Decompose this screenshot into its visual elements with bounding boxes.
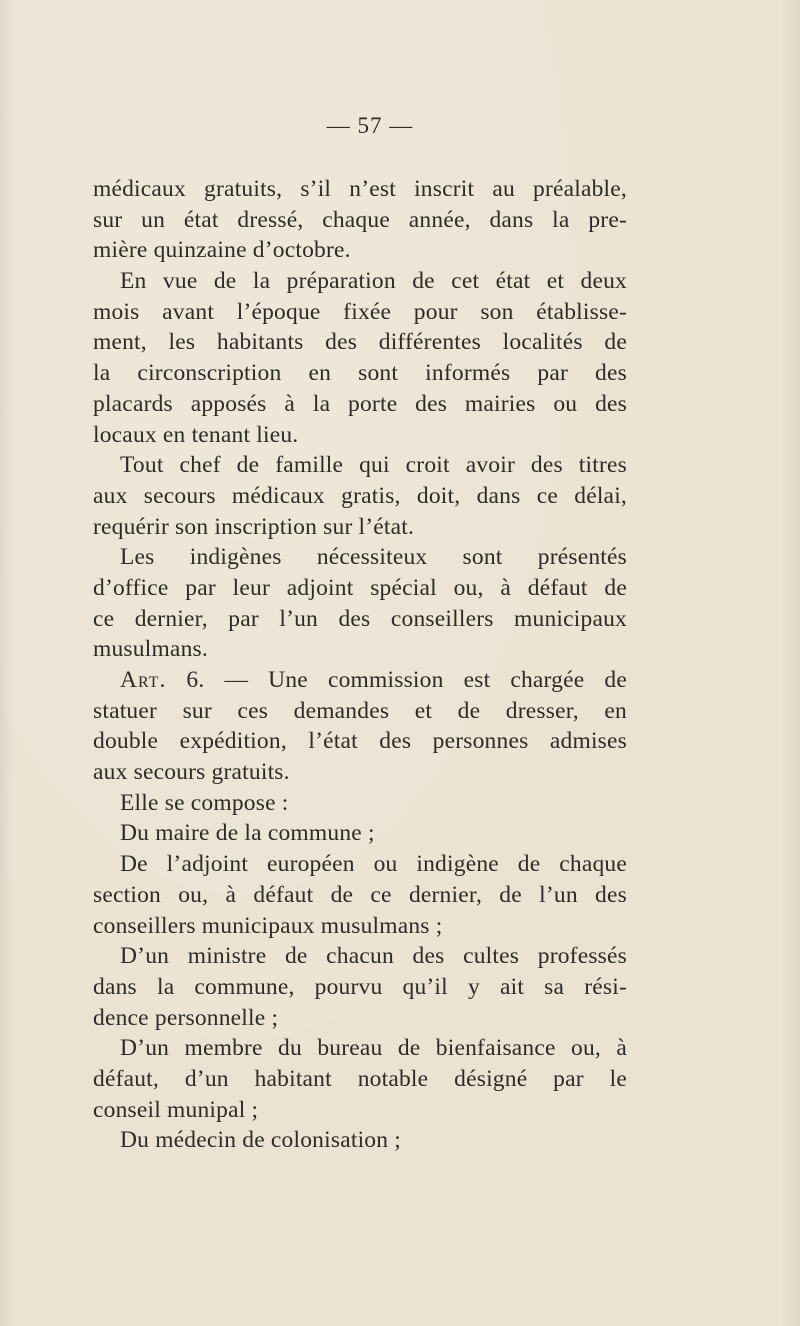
text-line: ment, les habitants des différentes localités de bbox=[93, 329, 627, 356]
text-line: Tout chef de famille qui croit avoir des titres bbox=[120, 452, 627, 479]
text-line: locaux en tenant lieu. bbox=[93, 421, 299, 448]
body-text bbox=[93, 174, 627, 1156]
text-line: dans la commune, pourvu qu’il y ait sa rési- bbox=[93, 973, 627, 1000]
text-line: Art. 6. — Une commission est chargée de bbox=[120, 667, 627, 693]
text-line: En vue de la préparation de cet état et deux bbox=[120, 268, 627, 295]
text-line: sur un état dressé, chaque année, dans la pre- bbox=[93, 206, 627, 233]
text-line: D’un ministre de chacun des cultes professés bbox=[120, 943, 627, 970]
text-line: ce dernier, par l’un des conseillers municipaux bbox=[93, 605, 627, 632]
text-line: aux secours médicaux gratis, doit, dans ce délai, bbox=[93, 482, 627, 509]
text-line: statuer sur ces demandes et de dresser, en bbox=[93, 697, 627, 724]
text-line: d’office par leur adjoint spécial ou, à défaut de bbox=[93, 574, 627, 601]
text-line: mière quinzaine d’octobre. bbox=[93, 237, 351, 264]
text-line: Du médecin de colonisation ; bbox=[120, 1127, 402, 1154]
text-line: De l’adjoint européen ou indigène de chaque bbox=[120, 851, 627, 878]
text-line: mois avant l’époque fixée pour son établisse- bbox=[93, 298, 627, 325]
text-line: double expédition, l’état des personnes admises bbox=[93, 728, 627, 755]
text-line: Les indigènes nécessiteux sont présentés bbox=[120, 544, 627, 571]
text-line: aux secours gratuits. bbox=[93, 759, 290, 786]
text-line: conseil munipal ; bbox=[93, 1096, 259, 1123]
text-line: dence personnelle ; bbox=[93, 1004, 279, 1031]
text-line: conseillers municipaux musulmans ; bbox=[93, 912, 443, 939]
text-line: Du maire de la commune ; bbox=[120, 820, 375, 847]
text-line: défaut, d’un habitant notable désigné par le bbox=[93, 1065, 627, 1092]
text-line: D’un membre du bureau de bienfaisance ou, à bbox=[120, 1035, 627, 1062]
article-label: Art. bbox=[120, 667, 167, 693]
text-line: Elle se compose : bbox=[120, 789, 289, 816]
text-line: la circonscription en sont informés par des bbox=[93, 360, 627, 387]
text-line: placards apposés à la porte des mairies ou des bbox=[93, 390, 627, 417]
text-line: médicaux gratuits, s’il n’est inscrit au préalable, bbox=[93, 176, 627, 202]
text-line: musulmans. bbox=[93, 636, 208, 663]
page-number: — 57 — bbox=[326, 113, 414, 138]
text-line: section ou, à défaut de ce dernier, de l’un des bbox=[93, 881, 627, 908]
text-line: requérir son inscription sur l’état. bbox=[93, 513, 415, 540]
